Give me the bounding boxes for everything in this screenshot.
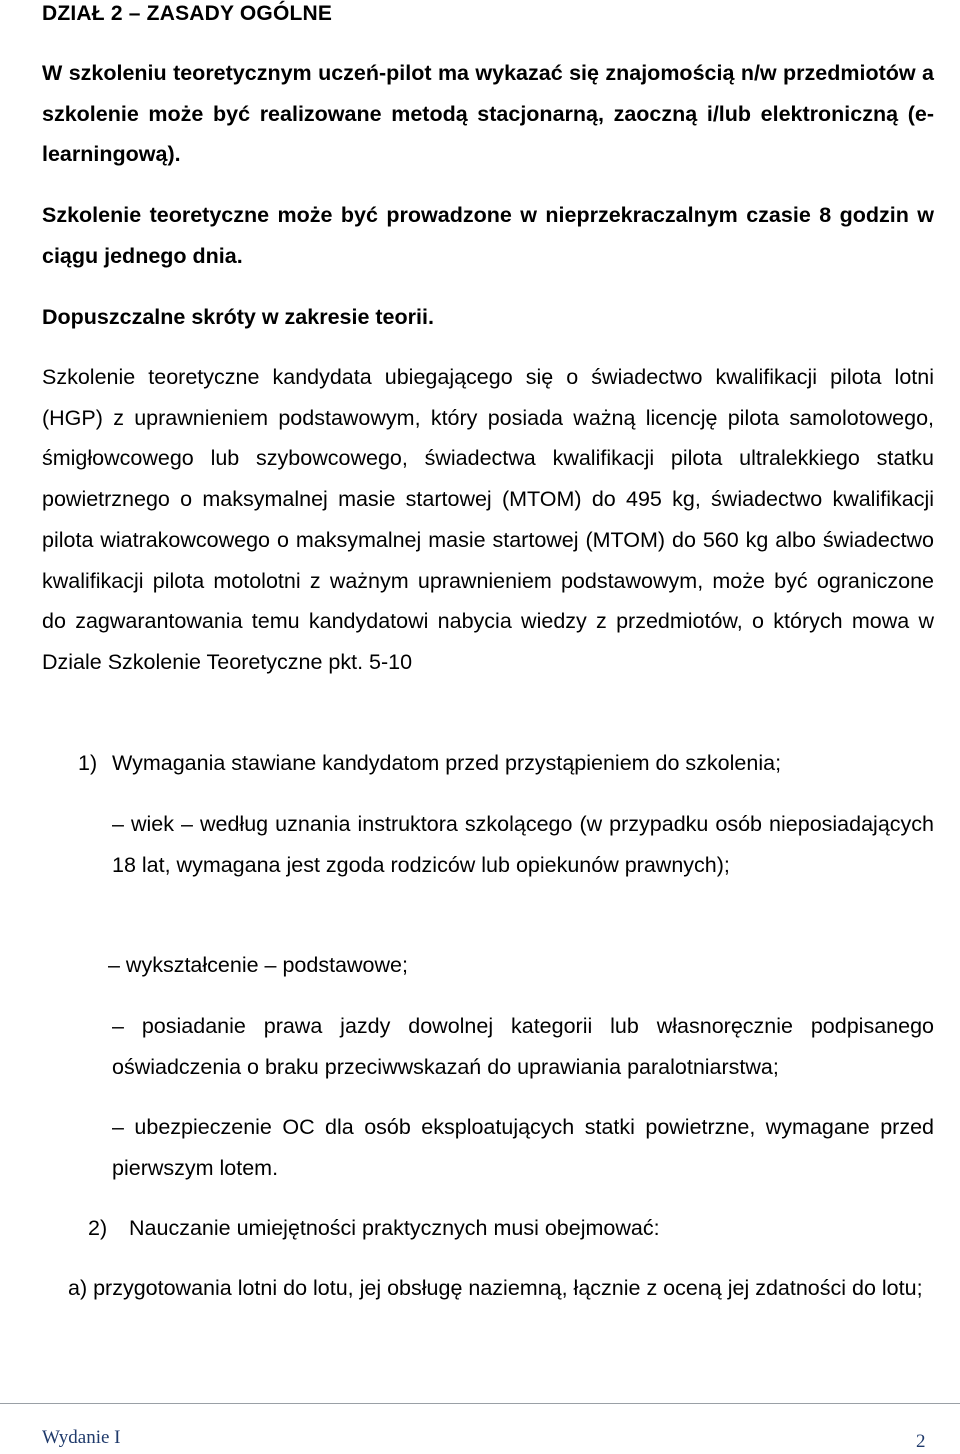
practical-item-a: a) przygotowania lotni do lotu, jej obsługę naziemną, łącznie z oceną jej zdatności do lotu; — [68, 1276, 923, 1300]
list-item-2-number: 2) — [88, 1216, 108, 1240]
list-item-1-text: Wymagania stawiane kandydatom przed przystąpieniem do szkolenia; — [112, 751, 782, 775]
requirement-education: – wykształcenie – podstawowe; — [108, 953, 408, 977]
paragraph-theory-duration: Szkolenie teoretyczne może być prowadzone w nieprzekraczalnym czasie 8 godzin w ciągu jednego dnia. — [42, 203, 934, 268]
paragraph-theory-intro: W szkoleniu teoretycznym uczeń-pilot ma wykazać się znajomością n/w przedmiotów a szkolenie może być realizowane metodą stacjonarną, zaoczną i/lub elektroniczną (e-learningową). — [42, 61, 934, 167]
list-item-1-number: 1) — [78, 751, 98, 775]
requirement-age: – wiek – według uznania instruktora szkolącego (w przypadku osób nieposiadających 18 lat, wymagana jest zgoda rodziców lub opiekunów prawnych); — [112, 812, 934, 877]
footer-edition: Wydanie I — [42, 1427, 121, 1448]
requirement-driving-license: – posiadanie prawa jazdy dowolnej kategorii lub własnoręcznie podpisanego oświadczenia o braku przeciwwskazań do uprawiania paralotniarstwa; — [112, 1014, 934, 1079]
paragraph-allowed-shortcuts: Dopuszczalne skróty w zakresie teorii. — [42, 305, 434, 329]
footer-page-number: 2 — [916, 1431, 926, 1452]
list-item-2-text: Nauczanie umiejętności praktycznych musi obejmować: — [129, 1216, 660, 1240]
footer-divider — [0, 1403, 960, 1404]
section-heading: DZIAŁ 2 – ZASADY OGÓLNE — [42, 2, 333, 25]
requirement-insurance: – ubezpieczenie OC dla osób eksploatujących statki powietrzne, wymagane przed pierwszym lotem. — [112, 1115, 934, 1180]
paragraph-candidate-training: Szkolenie teoretyczne kandydata ubiegającego się o świadectwo kwalifikacji pilota lotni (HGP) z uprawnieniem podstawowym, który posiada ważną licencję pilota samolotowego, śmigłowcowego lub szybowcowego, świadectwa kwalifikacji pilota ultralekkiego statku powietrznego o maksymalnej masie startowej (MTOM) do 495 kg, świadectwo kwalifikacji pilota wiatrakowcowego o maksymalnej masie startowej (MTOM) do 560 kg albo świadectwo kwalifikacji pilota motolotni z ważnym uprawnieniem podstawowym, może być ograniczone do zagwarantowania temu kandydatowi nabycia wiedzy z przedmiotów, o których mowa w Dziale Szkolenie Teoretyczne pkt. 5-10 — [42, 365, 934, 674]
